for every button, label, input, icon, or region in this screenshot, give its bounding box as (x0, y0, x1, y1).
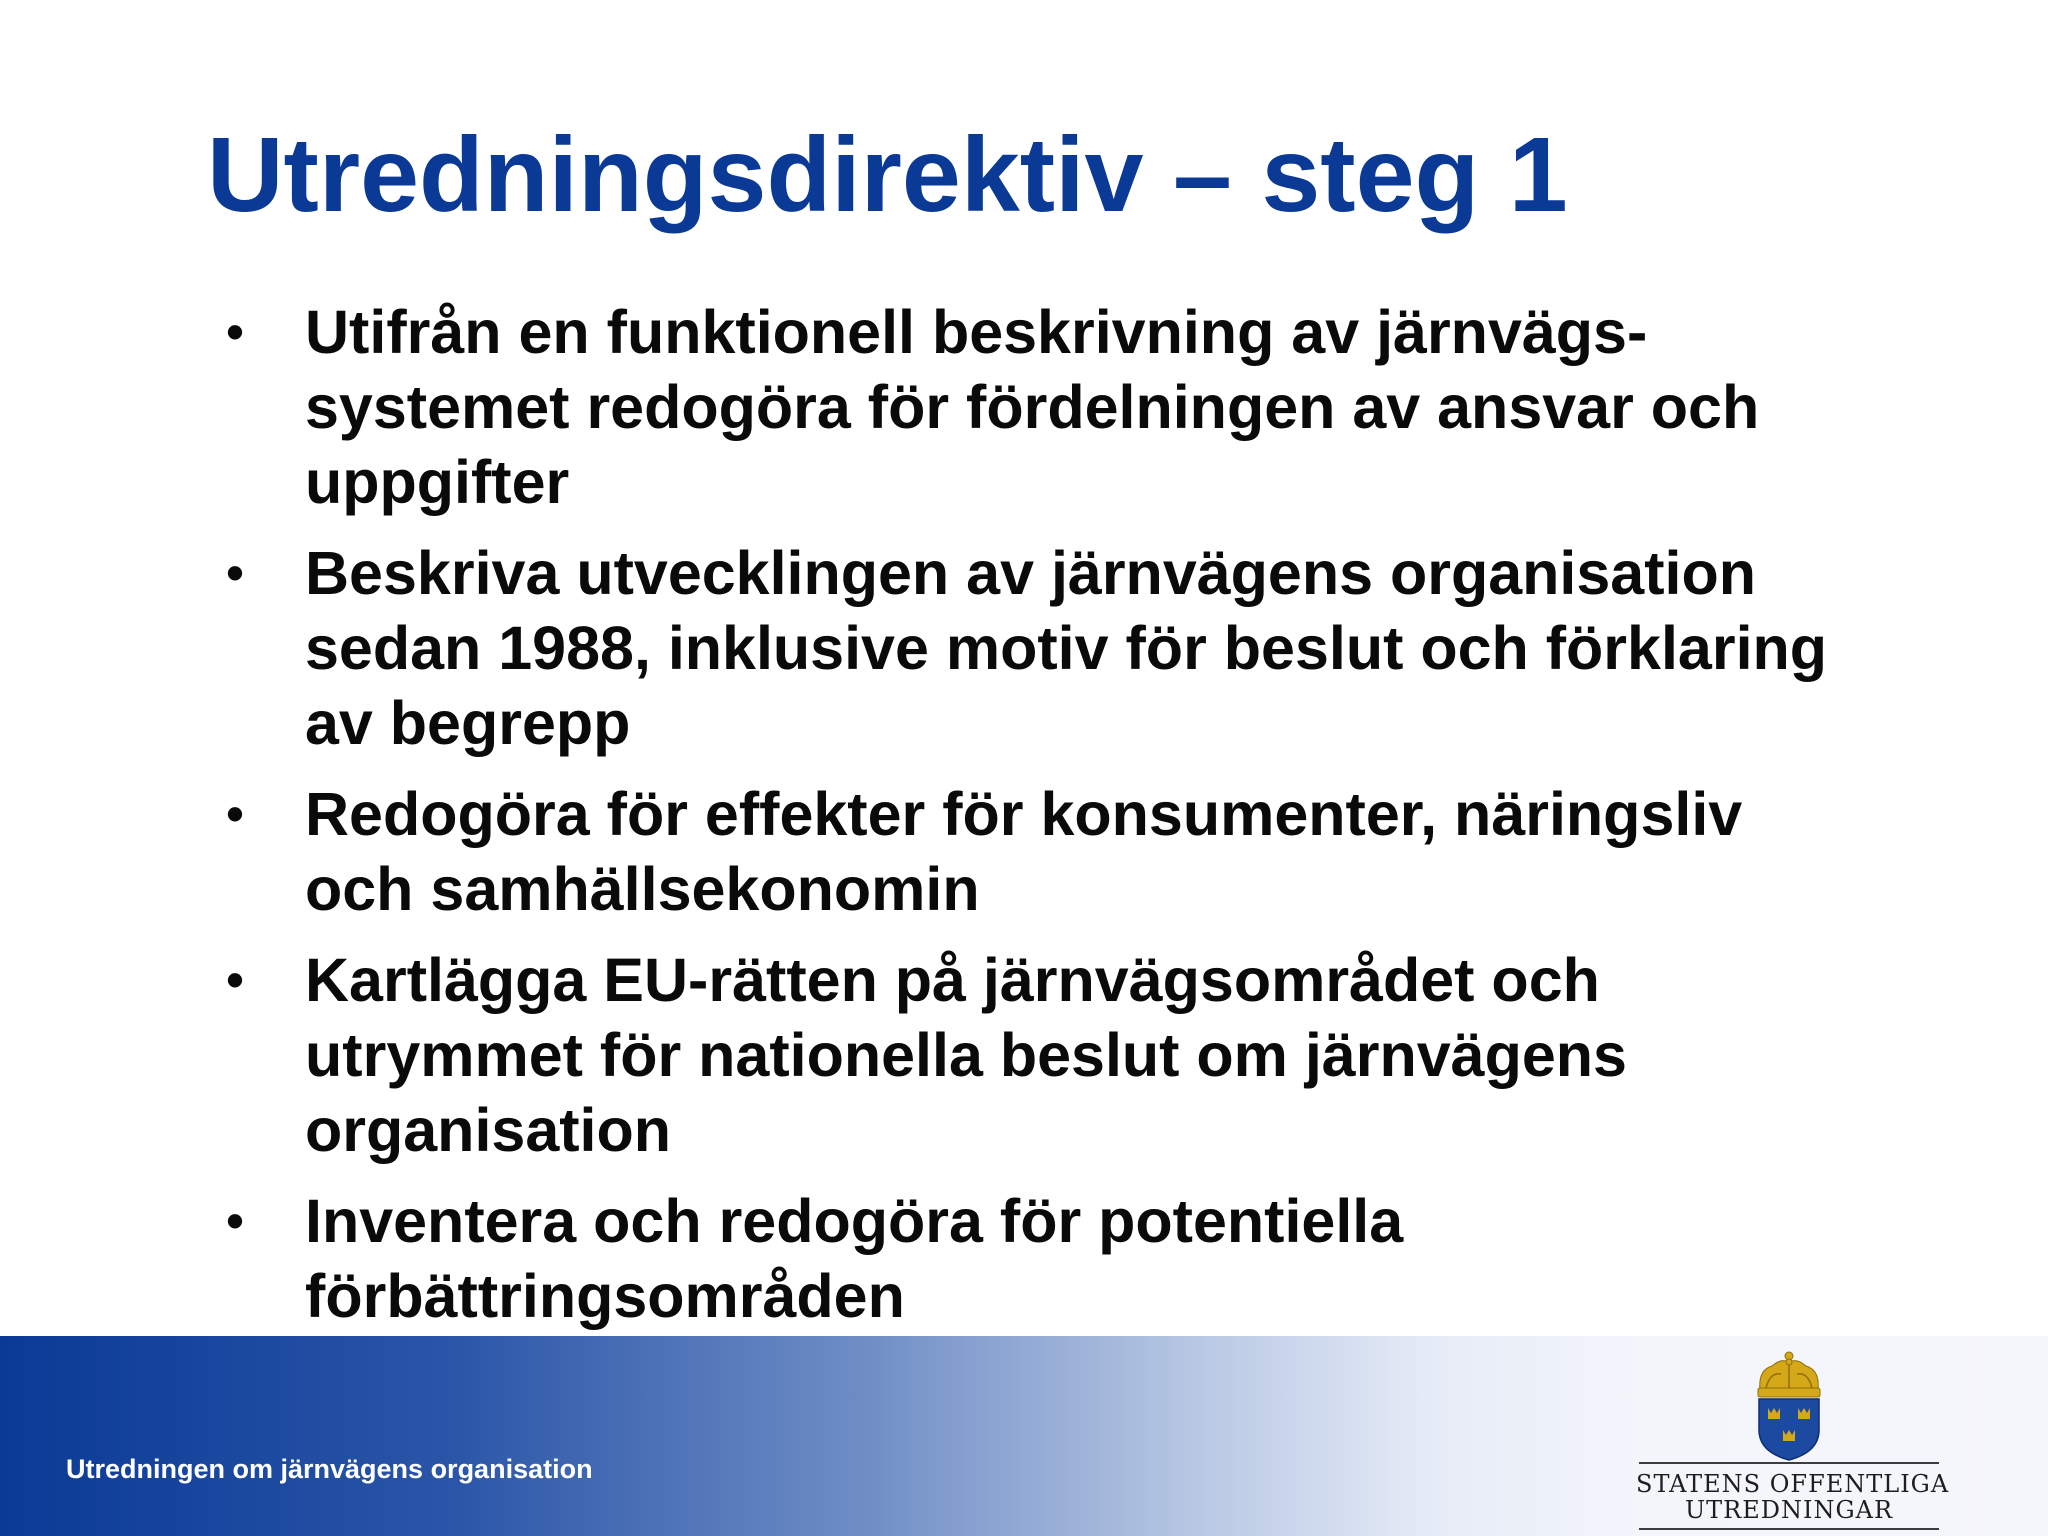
logo-text-line-1: STATENS OFFENTLIGA (1636, 1470, 1950, 1498)
bullet-item (220, 943, 1840, 1168)
bullet-icon: • (226, 952, 244, 1008)
sou-logo (1636, 1350, 1950, 1530)
bullet-icon: • (226, 304, 244, 360)
slide-title: Utredningsdirektiv – steg 1 (207, 116, 1568, 234)
bullet-list (220, 295, 1840, 1350)
bullet-icon: • (226, 545, 244, 601)
bullet-text: Utifrån en funktionell beskrivning av järnvägs-systemet redogöra för fördelningen av ansvar och uppgifter (305, 298, 1760, 516)
bullet-text: Redogöra för effekter för konsumenter, näringsliv och samhällsekonomin (305, 780, 1743, 923)
bullet-text: Inventera och redogöra för potentiella förbättringsområden (305, 1187, 1404, 1330)
swedish-crown-coat-of-arms-icon (1748, 1350, 1830, 1462)
footer-title: Utredningen om järnvägens organisation (66, 1454, 593, 1484)
bullet-icon: • (226, 786, 244, 842)
footer-bar (0, 1336, 2048, 1536)
bullet-item (220, 777, 1840, 927)
logo-divider (1639, 1462, 1939, 1464)
bullet-text: Kartlägga EU-rätten på järnvägsområdet och utrymmet för nationella beslut om järnvägens organisation (305, 946, 1627, 1164)
bullet-item (220, 295, 1840, 520)
logo-text-line-2: UTREDNINGAR (1684, 1496, 1894, 1524)
bullet-icon: • (226, 1193, 244, 1249)
bullet-item (220, 536, 1840, 761)
bullet-text: Beskriva utvecklingen av järnvägens organisation sedan 1988, inklusive motiv för beslut och förklaring av begrepp (305, 539, 1828, 757)
logo-divider (1639, 1528, 1939, 1530)
bullet-item (220, 1184, 1840, 1334)
